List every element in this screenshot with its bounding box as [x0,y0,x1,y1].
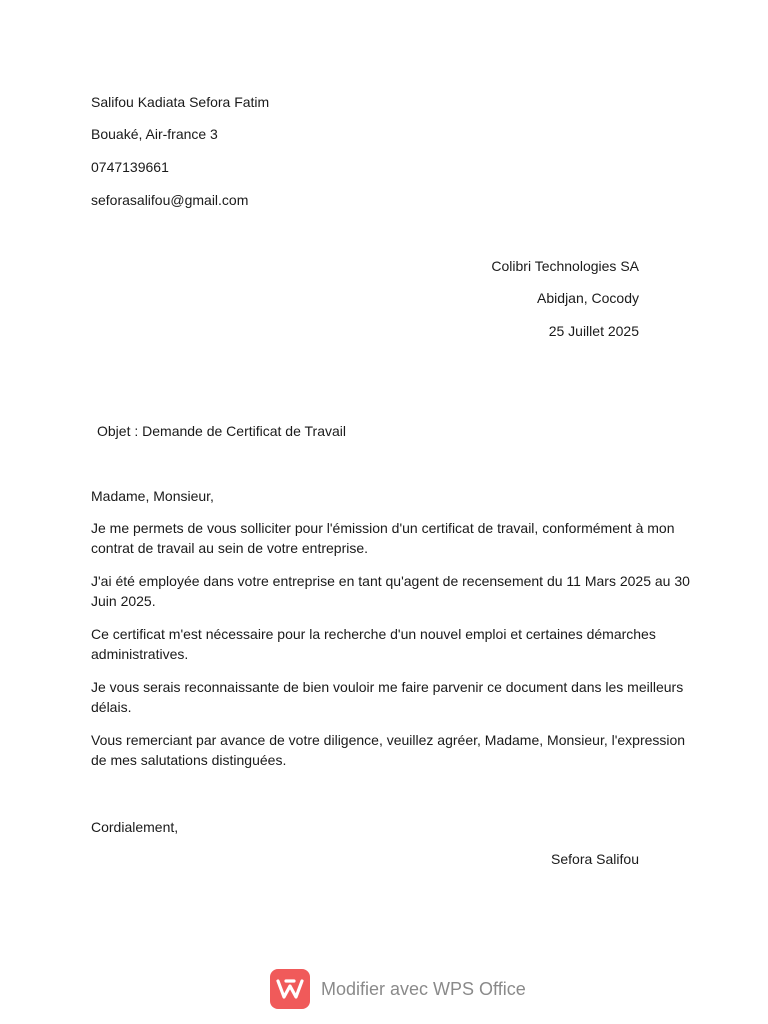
recipient-company: Colibri Technologies SA [491,258,639,274]
sender-name: Salifou Kadiata Sefora Fatim [91,94,270,110]
sender-email: seforasalifou@gmail.com [91,192,249,208]
sender-address: Bouaké, Air-france 3 [91,126,218,142]
body-paragraph: Vous remerciant par avance de votre diligence, veuillez agréer, Madame, Monsieur, l'expression de mes salutations distinguées. [91,732,686,768]
recipient-location: Abidjan, Cocody [537,290,639,306]
letter-salutation: Madame, Monsieur, [91,488,214,504]
letter-signature: Sefora Salifou [551,851,639,867]
edit-with-wps-button[interactable] [270,969,526,1009]
letter-subject: Objet : Demande de Certificat de Travail [97,423,347,439]
body-paragraph: Je vous serais reconnaissante de bien vouloir me faire parvenir ce document dans les meilleurs délais. [91,679,684,715]
sender-phone: 0747139661 [91,159,169,175]
body-paragraph: Ce certificat m'est nécessaire pour la recherche d'un nouvel emploi et certaines démarches administratives. [91,626,656,662]
body-paragraph: J'ai été employée dans votre entreprise en tant qu'agent de recensement du 11 Mars 2025 au 30 Juin 2025. [91,573,690,609]
edit-with-wps-label: Modifier avec WPS Office [321,979,526,999]
body-paragraph: Je me permets de vous solliciter pour l'émission d'un certificat de travail, conformément à mon contrat de travail au sein de votre entreprise. [91,520,675,556]
wps-office-logo-icon [270,969,310,1009]
letter-closing: Cordialement, [91,819,179,835]
letter-date: 25 Juillet 2025 [548,323,639,339]
